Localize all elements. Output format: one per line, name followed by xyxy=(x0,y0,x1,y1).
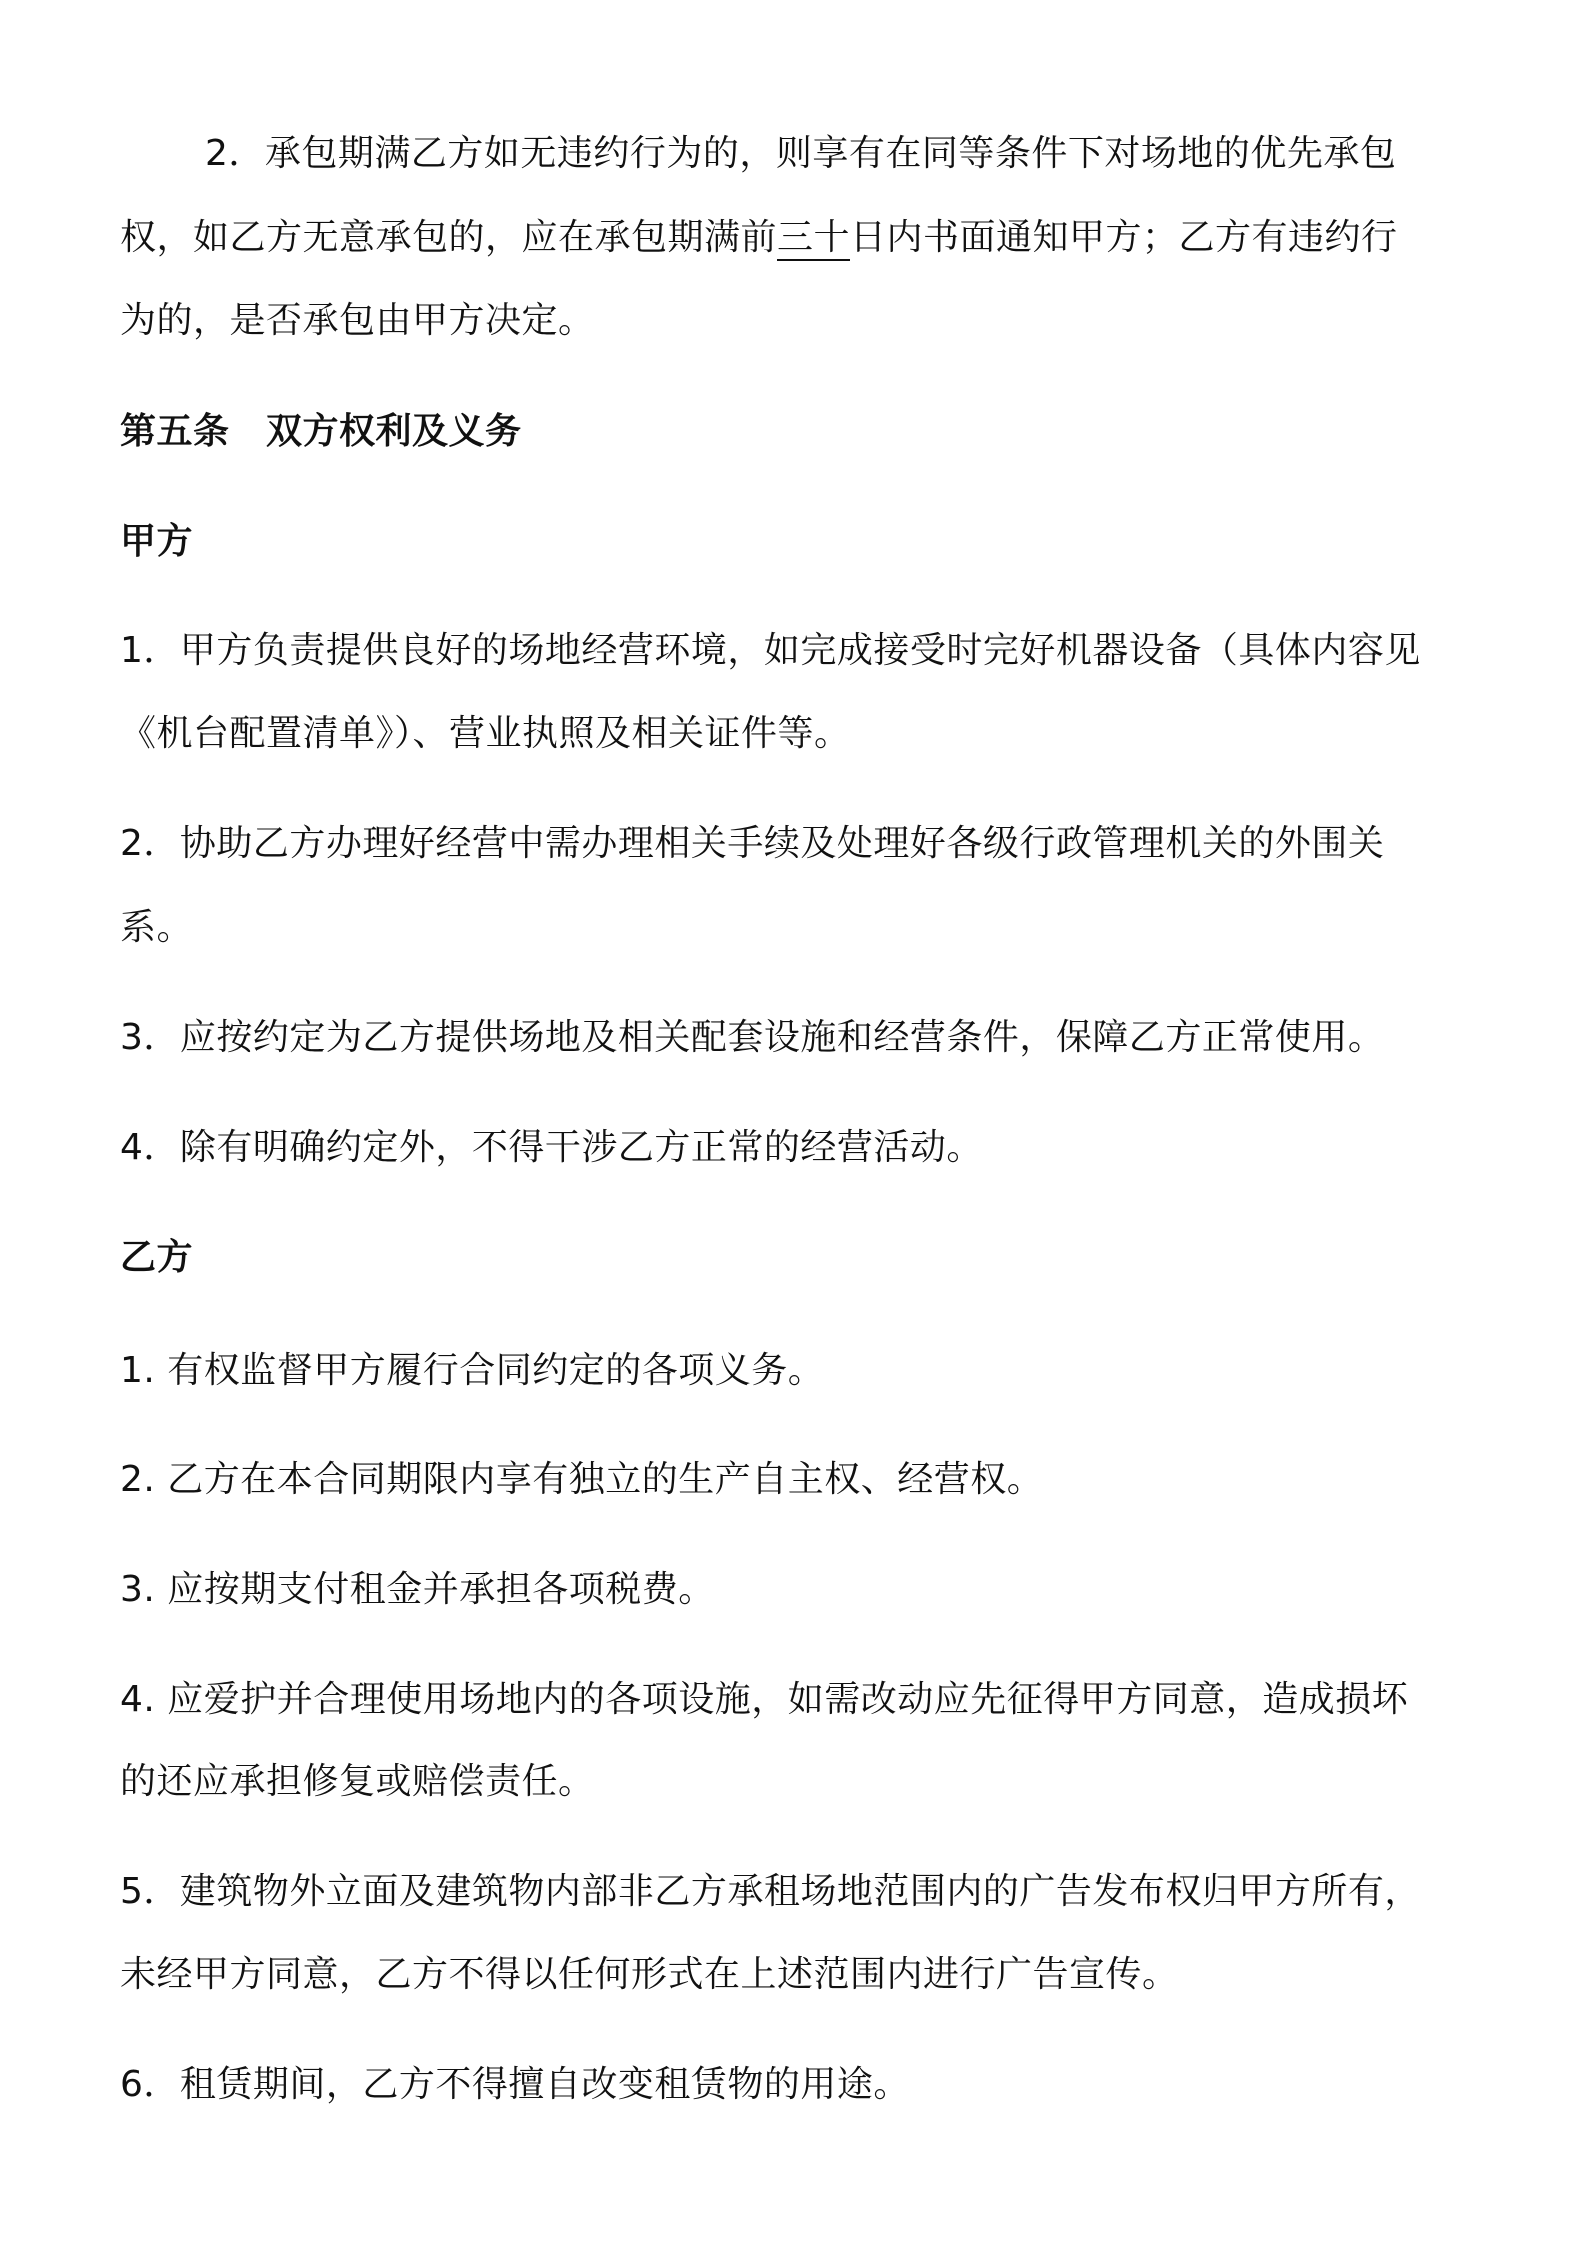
clause-4-item-2-line-1: 2．承包期满乙方如无违约行为的，则享有在同等条件下对场地的优先承包 xyxy=(205,133,1397,174)
clause-4-item-2-line-3: 为的，是否承包由甲方决定。 xyxy=(120,300,595,341)
party-a-heading: 甲方 xyxy=(120,521,194,562)
party-a-item-1-line-2: 《机台配置清单》）、营业执照及相关证件等。 xyxy=(120,713,851,754)
clause-4-item-2-line-2-end: 日内书面通知甲方；乙方有违约行 xyxy=(850,217,1398,258)
party-a-item-2-line-1: 2．协助乙方办理好经营中需办理相关手续及处理好各级行政管理机关的外围关 xyxy=(120,823,1385,864)
party-b-item-3: 3. 应按期支付租金并承担各项税费。 xyxy=(120,1569,715,1610)
party-b-item-2: 2. 乙方在本合同期限内享有独立的生产自主权、经营权。 xyxy=(120,1459,1044,1500)
party-a-item-2-line-2: 系。 xyxy=(120,907,194,948)
party-b-item-6: 6．租赁期间，乙方不得擅自改变租赁物的用途。 xyxy=(120,2064,910,2105)
party-a-item-4: 4．除有明确约定外，不得干涉乙方正常的经营活动。 xyxy=(120,1127,983,1168)
party-b-item-5-line-2: 未经甲方同意，乙方不得以任何形式在上述范围内进行广告宣传。 xyxy=(120,1954,1179,1995)
party-b-item-4-line-1: 4. 应爱护并合理使用场地内的各项设施，如需改动应先征得甲方同意，造成损坏 xyxy=(120,1679,1409,1720)
party-b-item-1: 1. 有权监督甲方履行合同约定的各项义务。 xyxy=(120,1350,825,1391)
clause-4-item-2-line-2 xyxy=(120,214,1398,262)
underlined-notice-days: 三十 xyxy=(777,217,850,261)
party-b-item-4-line-2: 的还应承担修复或赔偿责任。 xyxy=(120,1761,595,1802)
clause-5-title: 第五条 双方权利及义务 xyxy=(120,411,522,452)
party-b-heading: 乙方 xyxy=(120,1237,194,1278)
clause-4-item-2-line-2-start: 权，如乙方无意承包的，应在承包期满前 xyxy=(120,217,778,258)
party-a-item-1-line-1: 1．甲方负责提供良好的场地经营环境，如完成接受时完好机器设备（具体内容见 xyxy=(120,630,1421,671)
party-b-item-5-line-1: 5．建筑物外立面及建筑物内部非乙方承租场地范围内的广告发布权归甲方所有， xyxy=(120,1871,1421,1912)
party-a-item-3: 3．应按约定为乙方提供场地及相关配套设施和经营条件，保障乙方正常使用。 xyxy=(120,1017,1385,1058)
